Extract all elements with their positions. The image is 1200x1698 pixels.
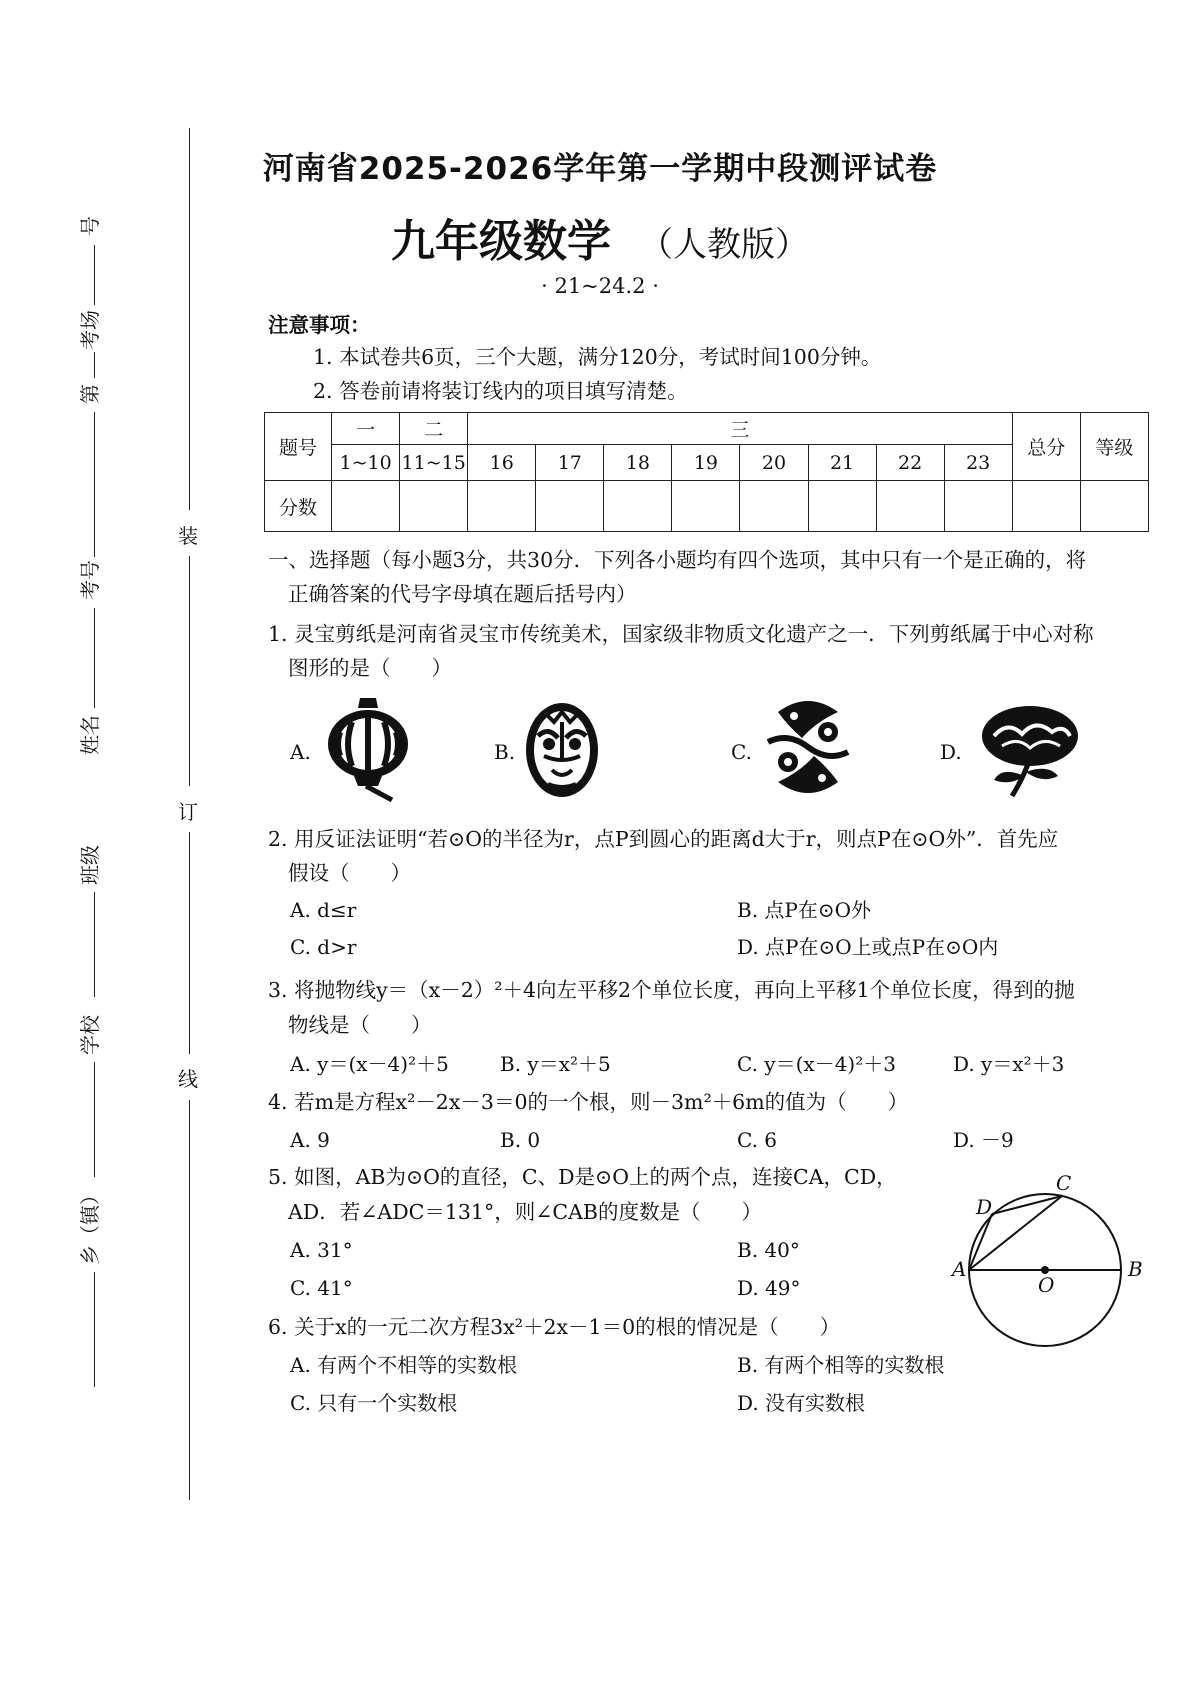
field-line <box>94 608 95 708</box>
field-label-xiangzhen: 乡（镇） <box>78 1185 102 1265</box>
score-cell[interactable] <box>332 481 400 532</box>
q1-option-d-label: D. <box>940 740 962 764</box>
score-cell[interactable] <box>468 481 536 532</box>
notes-item-1: 1. 本试卷共6页，三个大题，满分120分，考试时间100分钟。 <box>313 345 882 369</box>
chapter-range: · 21~24.2 · <box>541 274 659 298</box>
binding-char-zhuang: 装 <box>178 524 198 548</box>
q4-option-d: D. －9 <box>953 1128 1014 1152</box>
q3-option-d: D. y＝x²＋3 <box>953 1052 1065 1076</box>
score-cell[interactable] <box>536 481 604 532</box>
binding-char-xian: 线 <box>178 1067 198 1091</box>
q3-line2: 物线是（ ） <box>288 1013 432 1037</box>
cell-total: 总分 <box>1012 413 1080 481</box>
field-label-di: 第 <box>78 384 102 404</box>
score-cell[interactable] <box>808 481 876 532</box>
q2-line1: 2. 用反证法证明“若⊙O的半径为r，点P到圆心的距离d大于r，则点P在⊙O外”．首先应 <box>268 827 1059 851</box>
q4-option-b: B. 0 <box>500 1128 541 1152</box>
q6-line1: 6. 关于x的一元二次方程3x²＋2x－1＝0的根的情况是（ ） <box>268 1315 841 1339</box>
q1-line1: 1. 灵宝剪纸是河南省灵宝市传统美术，国家级非物质文化遗产之一．下列剪纸属于中心对称 <box>268 622 1094 646</box>
section1-heading-line1: 一、选择题（每小题3分，共30分．下列各小题均有四个选项，其中只有一个是正确的，将 <box>268 548 1087 572</box>
cell-range: 1~10 <box>332 445 400 481</box>
q3-option-a: A. y＝(x－4)²＋5 <box>290 1052 449 1076</box>
q4-line1: 4. 若m是方程x²－2x－3＝0的一个根，则－3m²＋6m的值为（ ） <box>268 1090 909 1114</box>
cell-section-3: 三 <box>468 413 1013 445</box>
cell-range: 19 <box>672 445 740 481</box>
edition-label: （人教版） <box>639 225 809 265</box>
q5-circle-figure <box>940 1165 1143 1365</box>
field-line <box>94 412 95 557</box>
score-cell[interactable] <box>740 481 808 532</box>
q4-option-a: A. 9 <box>290 1128 330 1152</box>
peony-papercut-icon <box>972 700 1084 804</box>
point-label-a: A <box>952 1257 967 1281</box>
point-label-c: C <box>1056 1171 1072 1195</box>
opera-mask-papercut-icon <box>522 700 602 804</box>
q5-option-c: C. 41° <box>290 1276 353 1300</box>
fish-papercut-icon <box>758 692 858 806</box>
q4-option-c: C. 6 <box>737 1128 778 1152</box>
field-line <box>94 1272 95 1387</box>
exam-title: 河南省2025-2026学年第一学期中段测评试卷 <box>262 151 938 187</box>
score-cell[interactable] <box>1080 481 1148 532</box>
q1-option-c-label: C. <box>731 740 752 764</box>
q2-option-c: C. d>r <box>290 935 357 959</box>
score-cell[interactable] <box>1012 481 1080 532</box>
cell-grade: 等级 <box>1080 413 1148 481</box>
q6-option-a: A. 有两个不相等的实数根 <box>290 1353 518 1377</box>
field-label-xuexiao: 学校 <box>78 1015 102 1055</box>
field-line <box>94 1062 95 1177</box>
q2-option-a: A. d≤r <box>290 898 357 922</box>
cell-range: 16 <box>468 445 536 481</box>
q3-option-b: B. y＝x²＋5 <box>500 1052 611 1076</box>
binding-line <box>189 1100 190 1500</box>
score-cell[interactable] <box>400 481 468 532</box>
q3-option-c: C. y＝(x－4)²＋3 <box>737 1052 896 1076</box>
cell-section-1: 一 <box>332 413 400 445</box>
cell-range: 22 <box>876 445 944 481</box>
field-label-hao: 号 <box>78 216 102 236</box>
notes-item-2: 2. 答卷前请将装订线内的项目填写清楚。 <box>313 379 688 403</box>
q5-option-b: B. 40° <box>737 1238 800 1262</box>
cell-range: 17 <box>536 445 604 481</box>
q5-option-d: D. 49° <box>737 1276 801 1300</box>
cell-range: 20 <box>740 445 808 481</box>
cell-range: 18 <box>604 445 672 481</box>
q5-figure-svg <box>940 1165 1140 1365</box>
field-label-xingming: 姓名 <box>78 715 102 755</box>
score-cell[interactable] <box>672 481 740 532</box>
binding-line <box>189 832 190 1054</box>
field-label-banji: 班级 <box>78 845 102 885</box>
q1-option-a-label: A. <box>290 740 311 764</box>
field-line <box>94 352 95 378</box>
point-label-o: O <box>1038 1273 1055 1297</box>
q1-option-b-label: B. <box>494 740 516 764</box>
cell-range: 11~15 <box>400 445 468 481</box>
score-cell[interactable] <box>876 481 944 532</box>
q6-option-c: C. 只有一个实数根 <box>290 1391 458 1415</box>
q6-option-b: B. 有两个相等的实数根 <box>737 1353 945 1377</box>
q5-line2: AD．若∠ADC＝131°，则∠CAB的度数是（ ） <box>288 1200 762 1224</box>
q3-line1: 3. 将抛物线y＝（x－2）²＋4向左平移2个单位长度，再向上平移1个单位长度，得到的抛 <box>268 978 1075 1002</box>
cell-range: 23 <box>944 445 1012 481</box>
cell-tihao: 题号 <box>265 413 332 481</box>
field-label-kaohao: 考号 <box>78 560 102 600</box>
score-table <box>264 412 1149 532</box>
q5-option-a: A. 31° <box>290 1238 353 1262</box>
notes-heading: 注意事项： <box>268 313 371 337</box>
cell-range: 21 <box>808 445 876 481</box>
subject-name: 九年级数学 <box>391 216 611 267</box>
cell-fenshu: 分数 <box>265 481 332 532</box>
binding-line <box>189 556 190 786</box>
q2-option-b: B. 点P在⊙O外 <box>737 898 872 922</box>
score-cell[interactable] <box>604 481 672 532</box>
point-label-d: D <box>976 1195 993 1219</box>
q6-option-d: D. 没有实数根 <box>737 1391 866 1415</box>
cell-section-2: 二 <box>400 413 468 445</box>
point-label-b: B <box>1128 1257 1143 1281</box>
lantern-papercut-icon <box>320 692 416 806</box>
section1-heading-line2: 正确答案的代号字母填在题后括号内） <box>288 582 637 606</box>
q5-line1: 5. 如图，AB为⊙O的直径，C、D是⊙O上的两个点，连接CA，CD， <box>268 1165 897 1189</box>
field-line <box>94 892 95 997</box>
subject-title <box>0 205 1200 269</box>
q2-option-d: D. 点P在⊙O上或点P在⊙O内 <box>737 935 999 959</box>
q1-line2: 图形的是（ ） <box>288 656 452 680</box>
q2-line2: 假设（ ） <box>288 861 411 885</box>
score-cell[interactable] <box>944 481 1012 532</box>
field-label-kaochang: 考场 <box>78 310 102 350</box>
binding-char-ding: 订 <box>178 800 198 824</box>
